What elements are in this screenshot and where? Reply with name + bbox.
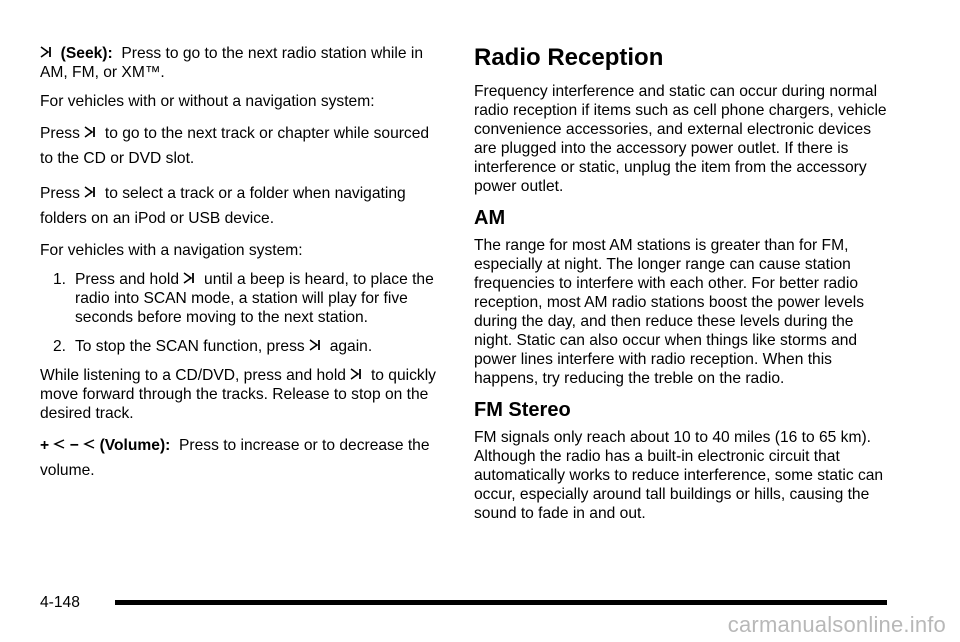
fm-stereo-text: FM signals only reach about 10 to 40 miles (16 to 65 km). Although the radio has a built-in electronic circuit that automatically works to reduce interference, some static can occur, especially around tall buildings or hills, causing the sound to fade in and out. — [474, 429, 884, 522]
am-text: The range for most AM stations is greater than for FM, especially at night. The longer range can cause station frequencies to interfere with each other. For better radio reception, most AM radio stations boost the power levels during the day, and then reduce these levels during the night. Static can also occur when things like storms and power lines interfere with radio reception. When this happens, try reducing the treble on the radio. — [474, 237, 865, 387]
volume-paragraph — [40, 433, 440, 483]
listen-paragraph — [40, 366, 440, 423]
nav-with-text: For vehicles with a navigation system: — [40, 242, 303, 259]
press-next-track-text: to go to the next track or chapter while sourced to the CD or DVD slot. — [40, 125, 430, 167]
volume-up-icon — [53, 437, 65, 451]
seek-forward-icon — [183, 271, 195, 285]
right-column — [474, 44, 894, 523]
step-number: 2. — [53, 338, 67, 355]
volume-down-icon — [83, 437, 95, 451]
page-number: 4-148 — [40, 594, 80, 611]
press-word: Press — [40, 125, 80, 142]
volume-plus-symbol: + — [40, 437, 50, 454]
listen-text-a: While listening to a CD/DVD, press and hold — [40, 367, 346, 384]
seek-forward-icon — [40, 45, 52, 59]
footer-rule — [115, 600, 887, 605]
left-column — [40, 44, 440, 483]
radio-reception-heading: Radio Reception — [474, 44, 664, 71]
seek-forward-icon — [84, 185, 96, 199]
step-text-b: until a beep is heard, to place the radio into SCAN mode, a station will play for five seconds before moving to the next station. — [75, 271, 434, 326]
seek-text: Press to go to the next radio station while in AM, FM, or XM™. — [40, 45, 423, 81]
nav-without-text: For vehicles with or without a navigation system: — [40, 93, 375, 110]
seek-forward-icon — [350, 367, 362, 381]
listen-text-b: to quickly move forward through the tracks. Release to stop on the desired track. — [40, 367, 436, 422]
step-number: 1. — [53, 271, 67, 288]
step-text-a: Press and hold — [75, 271, 180, 288]
seek-forward-icon — [84, 125, 96, 139]
radio-reception-text: Frequency interference and static can occur during normal radio reception if items such as cell phone chargers, vehicle convenience accessories, and external electronic devices are plugged into the accessory power outlet. If there is interference or static, unplug the item from the accessory power outlet. — [474, 83, 887, 195]
step-text-b: again. — [329, 338, 373, 355]
watermark-url: carmanualsonline.info — [727, 612, 946, 637]
list-item — [40, 270, 440, 327]
fm-stereo-heading: FM Stereo — [474, 399, 571, 421]
step-text-a: To stop the SCAN function, press — [75, 338, 305, 355]
volume-label: (Volume): — [99, 437, 171, 454]
press-select-folder-paragraph — [40, 181, 440, 231]
am-heading: AM — [474, 207, 506, 229]
seek-paragraph — [40, 44, 440, 82]
press-next-track-paragraph — [40, 121, 440, 171]
press-word: Press — [40, 185, 80, 202]
volume-text: Press to increase or to decrease the volume. — [40, 437, 430, 479]
volume-minus-symbol: − — [69, 437, 79, 454]
list-item — [40, 337, 440, 356]
press-select-folder-text: to select a track or a folder when navigating folders on an iPod or USB device. — [40, 185, 406, 227]
seek-forward-icon — [309, 338, 321, 352]
seek-label: (Seek): — [60, 45, 113, 62]
scan-steps-list — [40, 270, 440, 356]
